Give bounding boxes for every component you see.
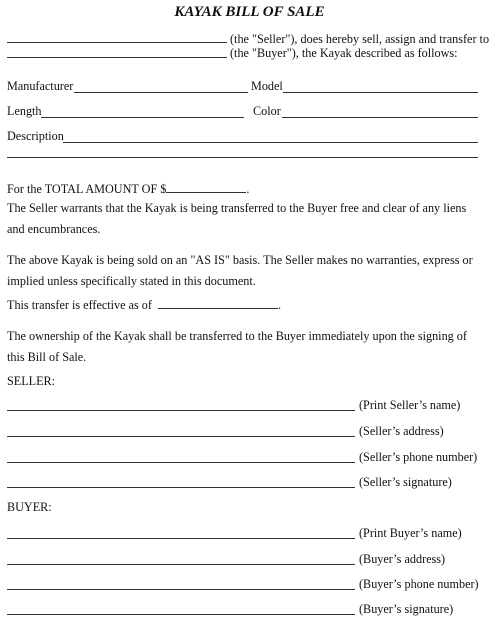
color-label: Color	[253, 104, 281, 118]
buyer-address-field[interactable]	[7, 564, 355, 565]
seller-print-name-field[interactable]	[7, 410, 355, 411]
total-amount-line	[7, 181, 249, 197]
length-label: Length	[7, 104, 42, 118]
description-field[interactable]	[63, 142, 478, 143]
seller-address-field[interactable]	[7, 436, 355, 437]
model-label: Model	[251, 79, 283, 93]
color-field[interactable]	[282, 117, 478, 118]
total-amount-field[interactable]	[166, 181, 246, 193]
seller-name-blank[interactable]	[7, 42, 227, 43]
document-title: KAYAK BILL OF SALE	[174, 4, 325, 20]
buyer-signature-label: (Buyer’s signature)	[359, 602, 454, 616]
seller-phone-label: (Seller’s phone number)	[359, 450, 478, 464]
manufacturer-label: Manufacturer	[7, 79, 74, 93]
buyer-phone-label: (Buyer’s phone number)	[359, 577, 479, 591]
seller-heading: SELLER:	[7, 374, 56, 388]
model-field[interactable]	[283, 92, 478, 93]
effective-date-field[interactable]	[158, 297, 278, 309]
effective-date-label: This transfer is effective as of	[7, 298, 152, 312]
buyer-print-name-label: (Print Buyer’s name)	[359, 526, 462, 540]
description-label: Description	[7, 129, 64, 143]
buyer-print-name-field[interactable]	[7, 538, 355, 539]
ownership-paragraph: The ownership of the Kayak shall be transferred to the Buyer immediately upon the signing of this Bill of Sale.	[7, 329, 467, 364]
seller-phone-field[interactable]	[7, 462, 355, 463]
total-amount-label: For the TOTAL AMOUNT OF $	[7, 182, 167, 196]
buyer-signature-field[interactable]	[7, 614, 355, 615]
buyer-name-blank[interactable]	[7, 57, 227, 58]
intro-seller-text: (the "Seller"), does hereby sell, assign and transfer to	[230, 32, 490, 46]
seller-print-name-label: (Print Seller’s name)	[359, 398, 461, 412]
buyer-phone-field[interactable]	[7, 589, 355, 590]
seller-signature-field[interactable]	[7, 487, 355, 488]
warranty-paragraph: The Seller warrants that the Kayak is being transferred to the Buyer free and clear of any liens and encumbrances.	[7, 201, 467, 236]
effective-date-line	[7, 297, 281, 313]
seller-signature-label: (Seller’s signature)	[359, 475, 452, 489]
length-field[interactable]	[41, 117, 244, 118]
manufacturer-field[interactable]	[74, 92, 248, 93]
intro-buyer-text: (the "Buyer"), the Kayak described as follows:	[230, 46, 458, 60]
as-is-paragraph: The above Kayak is being sold on an "AS IS" basis. The Seller makes no warranties, express or implied unless specifically stated in this document.	[7, 253, 473, 288]
seller-address-label: (Seller’s address)	[359, 424, 444, 438]
description-field-line-2[interactable]	[7, 157, 478, 158]
total-amount-period: .	[246, 182, 250, 196]
effective-date-period: .	[278, 298, 282, 312]
buyer-heading: BUYER:	[7, 500, 52, 514]
buyer-address-label: (Buyer’s address)	[359, 552, 446, 566]
